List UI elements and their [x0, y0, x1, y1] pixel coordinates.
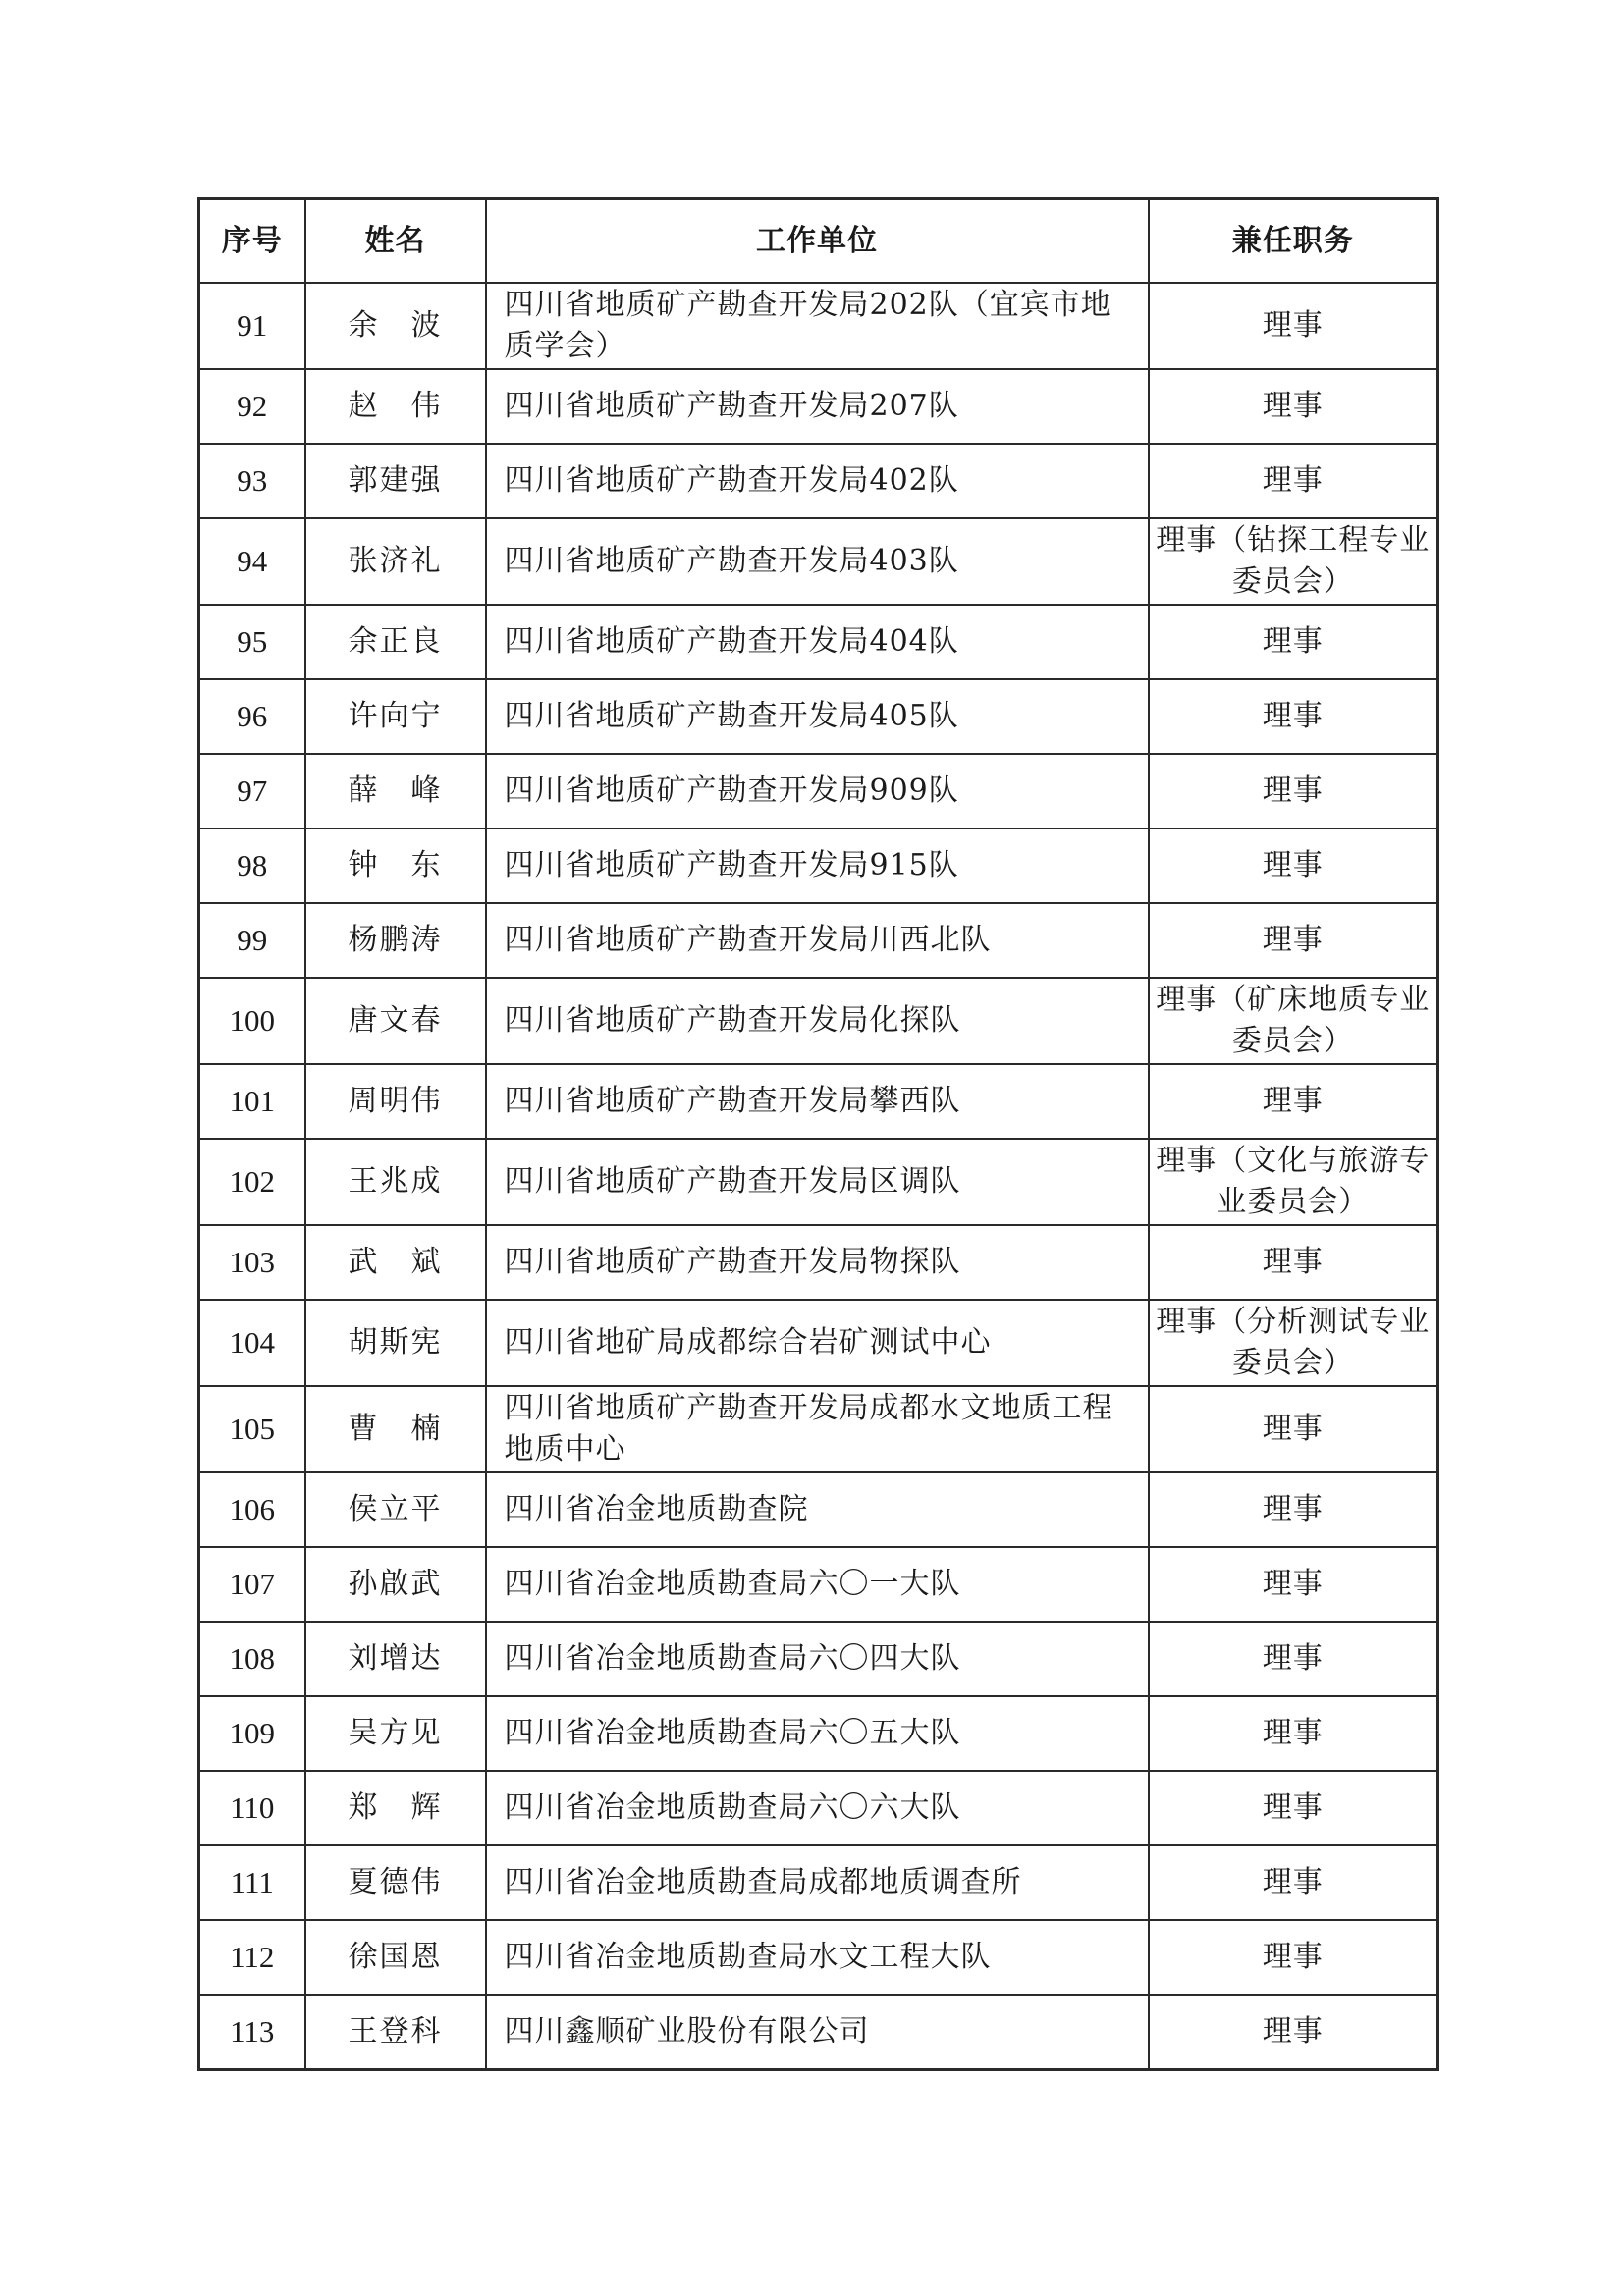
- row-role: 理事（矿床地质专业委员会）: [1149, 978, 1438, 1064]
- row-role: 理事: [1149, 1771, 1438, 1845]
- row-name: 武 斌: [305, 1225, 486, 1300]
- row-seq: 91: [199, 283, 305, 369]
- row-seq: 106: [199, 1472, 305, 1547]
- row-unit: 四川省地质矿产勘查开发局405队: [486, 679, 1149, 754]
- member-list-page: [197, 197, 1436, 2071]
- row-seq: 101: [199, 1064, 305, 1139]
- table-row: [199, 1622, 1438, 1696]
- row-unit: 四川省地矿局成都综合岩矿测试中心: [486, 1300, 1149, 1386]
- table-row: [199, 1696, 1438, 1771]
- row-seq: 94: [199, 518, 305, 605]
- row-role: 理事: [1149, 1995, 1438, 2070]
- row-role: 理事: [1149, 1064, 1438, 1139]
- row-unit: 四川省地质矿产勘查开发局攀西队: [486, 1064, 1149, 1139]
- row-seq: 113: [199, 1995, 305, 2070]
- row-name: 余 波: [305, 283, 486, 369]
- table-row: [199, 679, 1438, 754]
- row-role: 理事: [1149, 1622, 1438, 1696]
- row-unit: 四川省冶金地质勘查局六〇五大队: [486, 1696, 1149, 1771]
- row-seq: 97: [199, 754, 305, 828]
- row-unit: 四川省冶金地质勘查局六〇六大队: [486, 1771, 1149, 1845]
- row-name: 杨鹏涛: [305, 903, 486, 978]
- row-unit: 四川省地质矿产勘查开发局区调队: [486, 1139, 1149, 1225]
- row-name: 余正良: [305, 605, 486, 679]
- row-unit: 四川省地质矿产勘查开发局403队: [486, 518, 1149, 605]
- row-name: 郭建强: [305, 444, 486, 518]
- row-name: 胡斯宪: [305, 1300, 486, 1386]
- table-row: [199, 903, 1438, 978]
- row-role: 理事: [1149, 369, 1438, 444]
- row-seq: 111: [199, 1845, 305, 1920]
- row-role: 理事（文化与旅游专业委员会）: [1149, 1139, 1438, 1225]
- row-name: 曹 楠: [305, 1386, 486, 1472]
- row-seq: 93: [199, 444, 305, 518]
- row-role: 理事（分析测试专业委员会）: [1149, 1300, 1438, 1386]
- table-row: [199, 978, 1438, 1064]
- row-seq: 96: [199, 679, 305, 754]
- row-unit: 四川省冶金地质勘查院: [486, 1472, 1149, 1547]
- row-name: 周明伟: [305, 1064, 486, 1139]
- row-seq: 104: [199, 1300, 305, 1386]
- row-unit: 四川省地质矿产勘查开发局物探队: [486, 1225, 1149, 1300]
- table-header: [199, 199, 1438, 284]
- row-role: 理事（钻探工程专业委员会）: [1149, 518, 1438, 605]
- row-name: 钟 东: [305, 828, 486, 903]
- row-role: 理事: [1149, 679, 1438, 754]
- row-role: 理事: [1149, 605, 1438, 679]
- row-role: 理事: [1149, 1386, 1438, 1472]
- header-seq: 序号: [199, 199, 305, 284]
- row-name: 唐文春: [305, 978, 486, 1064]
- row-role: 理事: [1149, 444, 1438, 518]
- row-role: 理事: [1149, 1472, 1438, 1547]
- table-row: [199, 754, 1438, 828]
- table-row: [199, 1300, 1438, 1386]
- row-unit: 四川省冶金地质勘查局水文工程大队: [486, 1920, 1149, 1995]
- row-seq: 102: [199, 1139, 305, 1225]
- row-seq: 107: [199, 1547, 305, 1622]
- table-row: [199, 1386, 1438, 1472]
- table-row: [199, 1771, 1438, 1845]
- row-seq: 112: [199, 1920, 305, 1995]
- row-role: 理事: [1149, 754, 1438, 828]
- header-role: 兼任职务: [1149, 199, 1438, 284]
- row-unit: 四川省冶金地质勘查局六〇四大队: [486, 1622, 1149, 1696]
- row-unit: 四川省地质矿产勘查开发局化探队: [486, 978, 1149, 1064]
- table-row: [199, 1225, 1438, 1300]
- row-name: 吴方见: [305, 1696, 486, 1771]
- header-row: [199, 199, 1438, 284]
- table-row: [199, 1139, 1438, 1225]
- row-name: 许向宁: [305, 679, 486, 754]
- row-unit: 四川省地质矿产勘查开发局909队: [486, 754, 1149, 828]
- table-row: [199, 444, 1438, 518]
- row-name: 刘增达: [305, 1622, 486, 1696]
- row-role: 理事: [1149, 1696, 1438, 1771]
- row-name: 徐国恩: [305, 1920, 486, 1995]
- row-unit: 四川省冶金地质勘查局成都地质调查所: [486, 1845, 1149, 1920]
- table-body: [199, 283, 1438, 2070]
- table-row: [199, 1920, 1438, 1995]
- row-seq: 105: [199, 1386, 305, 1472]
- row-role: 理事: [1149, 903, 1438, 978]
- row-name: 张济礼: [305, 518, 486, 605]
- member-table: [197, 197, 1439, 2071]
- row-name: 赵 伟: [305, 369, 486, 444]
- row-seq: 92: [199, 369, 305, 444]
- row-unit: 四川省地质矿产勘查开发局404队: [486, 605, 1149, 679]
- table-row: [199, 1845, 1438, 1920]
- row-seq: 98: [199, 828, 305, 903]
- table-row: [199, 369, 1438, 444]
- row-unit: 四川省地质矿产勘查开发局202队（宜宾市地质学会）: [486, 283, 1149, 369]
- row-unit: 四川省地质矿产勘查开发局207队: [486, 369, 1149, 444]
- row-seq: 110: [199, 1771, 305, 1845]
- row-unit: 四川省地质矿产勘查开发局402队: [486, 444, 1149, 518]
- row-name: 郑 辉: [305, 1771, 486, 1845]
- row-name: 孙啟武: [305, 1547, 486, 1622]
- row-seq: 100: [199, 978, 305, 1064]
- row-name: 夏德伟: [305, 1845, 486, 1920]
- row-role: 理事: [1149, 1920, 1438, 1995]
- table-row: [199, 1472, 1438, 1547]
- row-seq: 99: [199, 903, 305, 978]
- row-role: 理事: [1149, 1547, 1438, 1622]
- header-unit: 工作单位: [486, 199, 1149, 284]
- table-row: [199, 828, 1438, 903]
- table-row: [199, 518, 1438, 605]
- row-role: 理事: [1149, 1845, 1438, 1920]
- row-unit: 四川省地质矿产勘查开发局川西北队: [486, 903, 1149, 978]
- table-row: [199, 605, 1438, 679]
- row-role: 理事: [1149, 828, 1438, 903]
- row-name: 侯立平: [305, 1472, 486, 1547]
- row-name: 王兆成: [305, 1139, 486, 1225]
- header-name: 姓名: [305, 199, 486, 284]
- table-row: [199, 283, 1438, 369]
- row-unit: 四川省地质矿产勘查开发局成都水文地质工程地质中心: [486, 1386, 1149, 1472]
- row-name: 薛 峰: [305, 754, 486, 828]
- row-seq: 95: [199, 605, 305, 679]
- row-unit: 四川省冶金地质勘查局六〇一大队: [486, 1547, 1149, 1622]
- row-role: 理事: [1149, 283, 1438, 369]
- table-row: [199, 1547, 1438, 1622]
- row-unit: 四川鑫顺矿业股份有限公司: [486, 1995, 1149, 2070]
- row-name: 王登科: [305, 1995, 486, 2070]
- table-row: [199, 1064, 1438, 1139]
- row-role: 理事: [1149, 1225, 1438, 1300]
- row-unit: 四川省地质矿产勘查开发局915队: [486, 828, 1149, 903]
- row-seq: 108: [199, 1622, 305, 1696]
- row-seq: 109: [199, 1696, 305, 1771]
- row-seq: 103: [199, 1225, 305, 1300]
- table-row: [199, 1995, 1438, 2070]
